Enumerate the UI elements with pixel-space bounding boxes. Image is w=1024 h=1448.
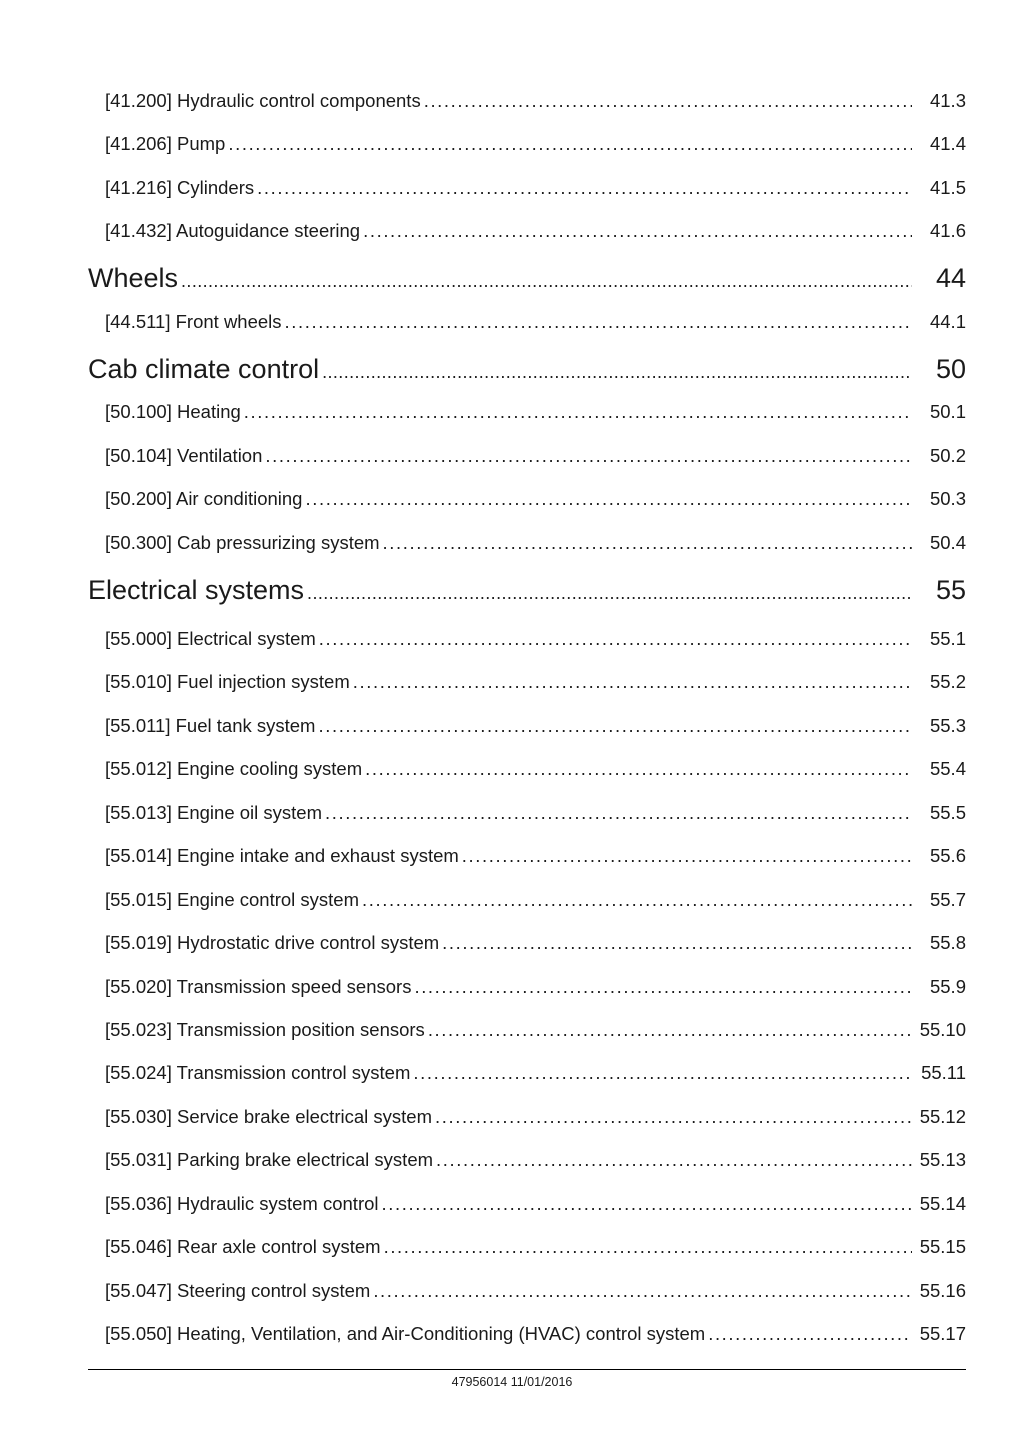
- toc-entry-page: 55.13: [919, 1149, 966, 1170]
- dot-leader: [307, 583, 912, 604]
- toc-entry[interactable]: [105, 488, 966, 512]
- toc-entry[interactable]: [105, 845, 966, 869]
- toc-entry-page: 55.3: [929, 715, 966, 736]
- footer-divider: [88, 1369, 966, 1370]
- toc-entry-page: 44.1: [929, 311, 966, 332]
- dot-leader: [708, 1323, 912, 1345]
- toc-entry[interactable]: [105, 445, 966, 469]
- toc-entry[interactable]: [105, 932, 966, 956]
- toc-entry-page: 55.1: [929, 628, 966, 649]
- dot-leader: [265, 445, 912, 467]
- toc-section-label: Cab climate control: [88, 354, 320, 384]
- toc-entry-page: 55.11: [921, 1062, 966, 1083]
- toc-entry-label: [41.200] Hydraulic control components: [105, 90, 421, 111]
- toc-entry-label: [41.206] Pump: [105, 133, 226, 154]
- toc-entry-page: 50.3: [929, 488, 966, 509]
- toc-section-label: Wheels: [88, 263, 179, 293]
- toc-section-page: 55: [935, 575, 966, 605]
- toc-entry-page: 41.4: [929, 133, 966, 154]
- toc-entry-page: 55.7: [929, 889, 966, 910]
- toc-entry-page: 41.3: [929, 90, 966, 111]
- toc-entry[interactable]: [105, 1106, 966, 1130]
- toc-entry[interactable]: [105, 220, 966, 244]
- toc-entry-page: 55.5: [929, 802, 966, 823]
- toc-entry-label: [55.012] Engine cooling system: [105, 758, 363, 779]
- toc-entry[interactable]: [105, 715, 966, 739]
- toc-entry-label: [50.100] Heating: [105, 401, 241, 422]
- dot-leader: [436, 1149, 912, 1171]
- toc-entry[interactable]: [105, 1062, 966, 1086]
- toc-entry-label: [55.011] Fuel tank system: [105, 715, 316, 736]
- toc-entry-label: [55.024] Transmission control system: [105, 1062, 411, 1083]
- toc-entry-page: 55.6: [929, 845, 966, 866]
- dot-leader: [181, 271, 912, 292]
- toc-entry-page: 55.10: [919, 1019, 966, 1040]
- toc-section[interactable]: [88, 354, 966, 388]
- dot-leader: [325, 802, 912, 824]
- toc-section[interactable]: [88, 263, 966, 297]
- dot-leader: [424, 90, 912, 112]
- dot-leader: [257, 177, 912, 199]
- toc-entry-page: 50.4: [929, 532, 966, 553]
- toc-entry-page: 41.5: [929, 177, 966, 198]
- dot-leader: [462, 845, 912, 867]
- toc-entry[interactable]: [105, 1236, 966, 1260]
- toc-entry[interactable]: [105, 1193, 966, 1217]
- toc-entry[interactable]: [105, 671, 966, 695]
- toc-entry-page: 55.12: [919, 1106, 966, 1127]
- toc-entry-page: 55.16: [919, 1280, 966, 1301]
- toc-entry[interactable]: [105, 628, 966, 652]
- dot-leader: [318, 715, 912, 737]
- toc-entry-label: [55.047] Steering control system: [105, 1280, 371, 1301]
- dot-leader: [373, 1280, 912, 1302]
- toc-entry-page: 41.6: [929, 220, 966, 241]
- toc-entry-label: [50.300] Cab pressurizing system: [105, 532, 380, 553]
- toc-entry-label: [55.036] Hydraulic system control: [105, 1193, 379, 1214]
- toc-entry-page: 55.14: [919, 1193, 966, 1214]
- dot-leader: [285, 311, 912, 333]
- toc-entry-label: [55.030] Service brake electrical system: [105, 1106, 432, 1127]
- toc-section-page: 44: [935, 263, 966, 293]
- footer-document-code: 47956014 11/01/2016: [451, 1375, 573, 1389]
- dot-leader: [228, 133, 912, 155]
- dot-leader: [442, 932, 912, 954]
- dot-leader: [382, 1193, 912, 1215]
- toc-entry[interactable]: [105, 90, 966, 114]
- toc-entry[interactable]: [105, 133, 966, 157]
- toc-entry-label: [50.200] Air conditioning: [105, 488, 303, 509]
- toc-entry-label: [55.013] Engine oil system: [105, 802, 322, 823]
- dot-leader: [384, 1236, 912, 1258]
- toc-entry[interactable]: [105, 532, 966, 556]
- toc-entry-page: 55.4: [929, 758, 966, 779]
- toc-entry-label: [41.432] Autoguidance steering: [105, 220, 361, 241]
- toc-entry-label: [44.511] Front wheels: [105, 311, 282, 332]
- dot-leader: [413, 1062, 912, 1084]
- dot-leader: [363, 220, 912, 242]
- toc-entry-page: 55.17: [919, 1323, 966, 1344]
- dot-leader: [362, 889, 912, 911]
- dot-leader: [319, 628, 912, 650]
- toc-section[interactable]: [88, 575, 966, 609]
- dot-leader: [244, 401, 912, 423]
- toc-entry-page: 50.2: [929, 445, 966, 466]
- toc-entry-label: [55.015] Engine control system: [105, 889, 360, 910]
- toc-entry[interactable]: [105, 1323, 966, 1347]
- toc-entry[interactable]: [105, 758, 966, 782]
- dot-leader: [322, 362, 912, 383]
- toc-entry-label: [55.031] Parking brake electrical system: [105, 1149, 434, 1170]
- toc-entry-label: [55.050] Heating, Ventilation, and Air-Conditioning (HVAC) control system: [105, 1323, 706, 1344]
- toc-entry-page: 50.1: [929, 401, 966, 422]
- toc-entry-label: [55.000] Electrical system: [105, 628, 316, 649]
- toc-entry-page: 55.2: [929, 671, 966, 692]
- toc-entry[interactable]: [105, 802, 966, 826]
- toc-entry-label: [55.010] Fuel injection system: [105, 671, 350, 692]
- dot-leader: [428, 1019, 912, 1041]
- dot-leader: [305, 488, 912, 510]
- toc-entry[interactable]: [105, 311, 966, 335]
- toc-entry-page: 55.8: [929, 932, 966, 953]
- toc-entry[interactable]: [105, 1019, 966, 1043]
- dot-leader: [414, 976, 912, 998]
- toc-section-label: Electrical systems: [88, 575, 305, 605]
- dot-leader: [435, 1106, 912, 1128]
- toc-entry-page: 55.9: [929, 976, 966, 997]
- toc-entry-label: [41.216] Cylinders: [105, 177, 255, 198]
- toc-entry[interactable]: [105, 1280, 966, 1304]
- toc-entry-label: [55.020] Transmission speed sensors: [105, 976, 412, 997]
- toc-entry[interactable]: [105, 1149, 966, 1173]
- toc-entry-page: 55.15: [919, 1236, 966, 1257]
- toc-entry[interactable]: [105, 976, 966, 1000]
- toc-section-page: 50: [935, 354, 966, 384]
- toc-entry-label: [55.023] Transmission position sensors: [105, 1019, 425, 1040]
- dot-leader: [383, 532, 912, 554]
- toc-entry[interactable]: [105, 889, 966, 913]
- toc-entry-label: [55.046] Rear axle control system: [105, 1236, 381, 1257]
- dot-leader: [365, 758, 912, 780]
- toc-entry-label: [55.014] Engine intake and exhaust system: [105, 845, 459, 866]
- dot-leader: [353, 671, 912, 693]
- toc-entry-label: [50.104] Ventilation: [105, 445, 263, 466]
- toc-entry-label: [55.019] Hydrostatic drive control system: [105, 932, 440, 953]
- toc-entry[interactable]: [105, 177, 966, 201]
- toc-entry[interactable]: [105, 401, 966, 425]
